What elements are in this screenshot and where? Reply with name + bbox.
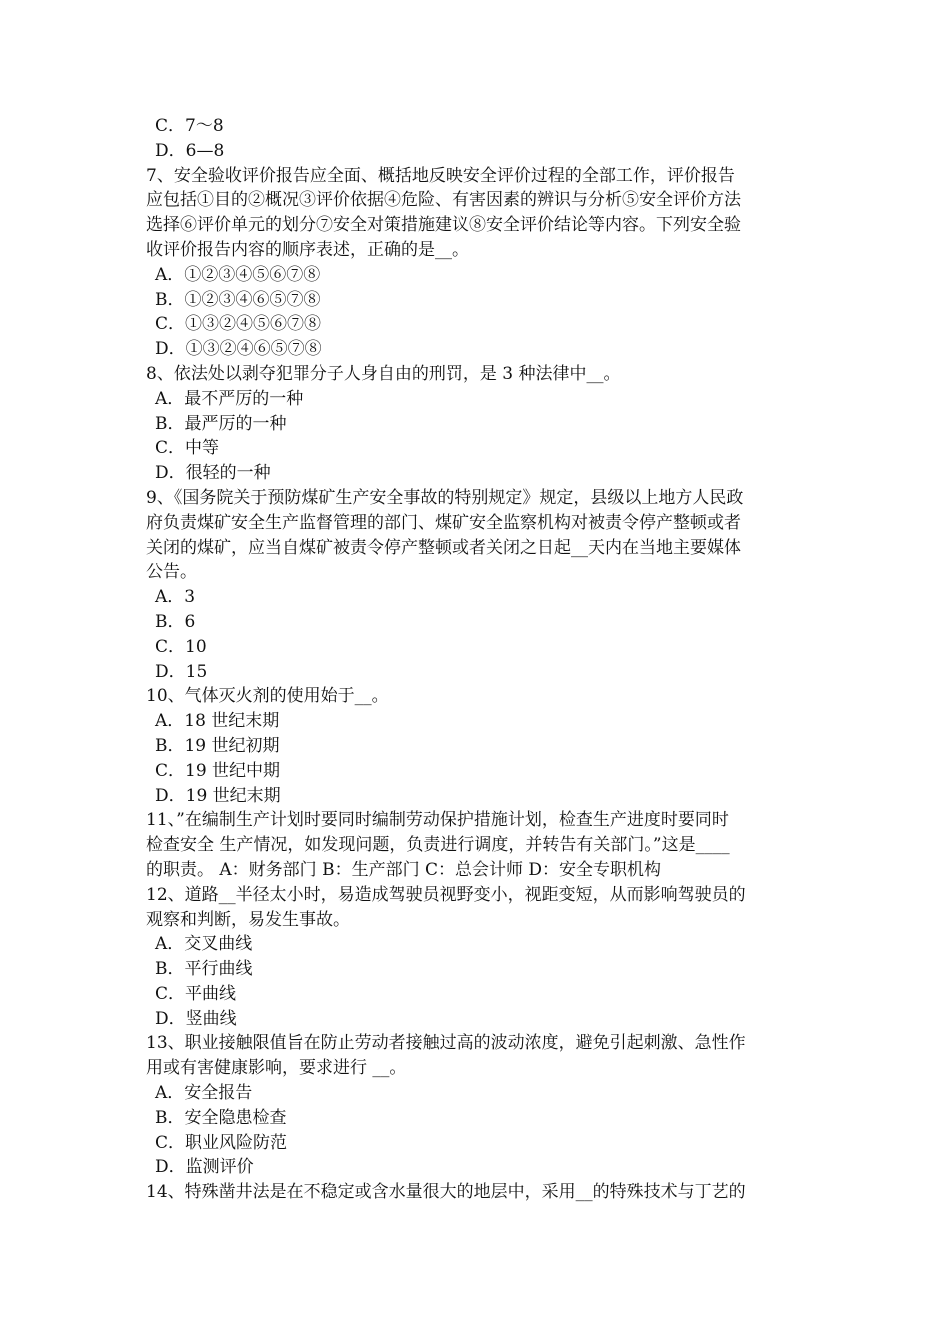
answer-option: B．平行曲线 [155, 959, 253, 980]
question-text-line: 13、职业接触限值旨在防止劳动者接触过高的波动浓度，避免引起刺激、急性作 [146, 1033, 746, 1054]
answer-option: D．监测评价 [155, 1157, 254, 1178]
question-text-line: 检查安全 生产情况，如发现问题，负责进行调度，并转告有关部门。”这是____ [146, 835, 730, 856]
question-text-line: 观察和判断，易发生事故。 [146, 909, 350, 930]
answer-option: A．①②③④⑤⑥⑦⑧ [155, 264, 321, 285]
question-text-line: 12、道路__半径太小时，易造成驾驶员视野变小，视距变短，从而影响驾驶员的 [146, 884, 746, 905]
question-text-line: 公告。 [146, 562, 197, 583]
answer-option: D．19 世纪末期 [155, 785, 281, 806]
answer-option: D．很轻的一种 [155, 463, 271, 484]
answer-option: C．职业风险防范 [155, 1132, 288, 1153]
answer-option: C．平曲线 [155, 983, 237, 1004]
answer-option: A．最不严厉的一种 [155, 388, 304, 409]
answer-option: C．10 [155, 636, 207, 657]
answer-option: C．①③②④⑤⑥⑦⑧ [155, 314, 322, 335]
question-text-line: 应包括①目的②概况③评价依据④危险、有害因素的辨识与分析⑤安全评价方法 [146, 190, 741, 211]
answer-option: B．6 [155, 611, 196, 632]
question-text-line: 8、依法处以剥夺犯罪分子人身自由的刑罚，是 3 种法律中__。 [146, 363, 621, 384]
answer-option: B．安全隐患检查 [155, 1107, 287, 1128]
question-text-line: 10、气体灭火剂的使用始于__。 [146, 686, 389, 707]
question-text-line: 7、安全验收评价报告应全面、概括地反映安全评价过程的全部工作，评价报告 [146, 165, 735, 186]
answer-option: B．最严厉的一种 [155, 413, 287, 434]
question-text-line: 的职责。 A：财务部门 B：生产部门 C：总会计师 D：安全专职机构 [146, 859, 662, 880]
answer-option: C．中等 [155, 438, 220, 459]
answer-option: D．竖曲线 [155, 1008, 237, 1029]
answer-option: D．①③②④⑥⑤⑦⑧ [155, 339, 322, 360]
answer-option: A．交叉曲线 [155, 934, 253, 955]
question-text-line: 11、”在编制生产计划时要同时编制劳动保护措施计划，检查生产进度时要同时 [146, 810, 729, 831]
answer-option: B．①②③④⑥⑤⑦⑧ [155, 289, 321, 310]
question-text-line: 用或有害健康影响，要求进行 __。 [146, 1058, 407, 1079]
answer-option: D．15 [155, 661, 208, 682]
answer-option: A．3 [155, 587, 196, 608]
answer-option: A．安全报告 [155, 1083, 253, 1104]
question-text-line: 9、《国务院关于预防煤矿生产安全事故的特别规定》规定，县级以上地方人民政 [146, 487, 744, 508]
question-text-line: 府负责煤矿安全生产监督管理的部门、煤矿安全监察机构对被责令停产整顿或者 [146, 512, 741, 533]
question-text-line: 收评价报告内容的顺序表述，正确的是__。 [146, 239, 469, 260]
answer-option: B．19 世纪初期 [155, 735, 280, 756]
question-text-line: 选择⑥评价单元的划分⑦安全对策措施建议⑧安全评价结论等内容。下列安全验 [146, 215, 741, 236]
answer-option: A．18 世纪末期 [155, 711, 280, 732]
question-text-line: 关闭的煤矿，应当自煤矿被责令停产整顿或者关闭之日起__天内在当地主要媒体 [146, 537, 741, 558]
document-body [146, 114, 811, 1205]
answer-option: D．6—8 [155, 140, 225, 161]
question-text-line: 14、特殊凿井法是在不稳定或含水量很大的地层中，采用__的特殊技术与丁艺的 [146, 1182, 746, 1203]
answer-option: C．7～8 [155, 116, 224, 136]
answer-option: C．19 世纪中期 [155, 760, 281, 781]
